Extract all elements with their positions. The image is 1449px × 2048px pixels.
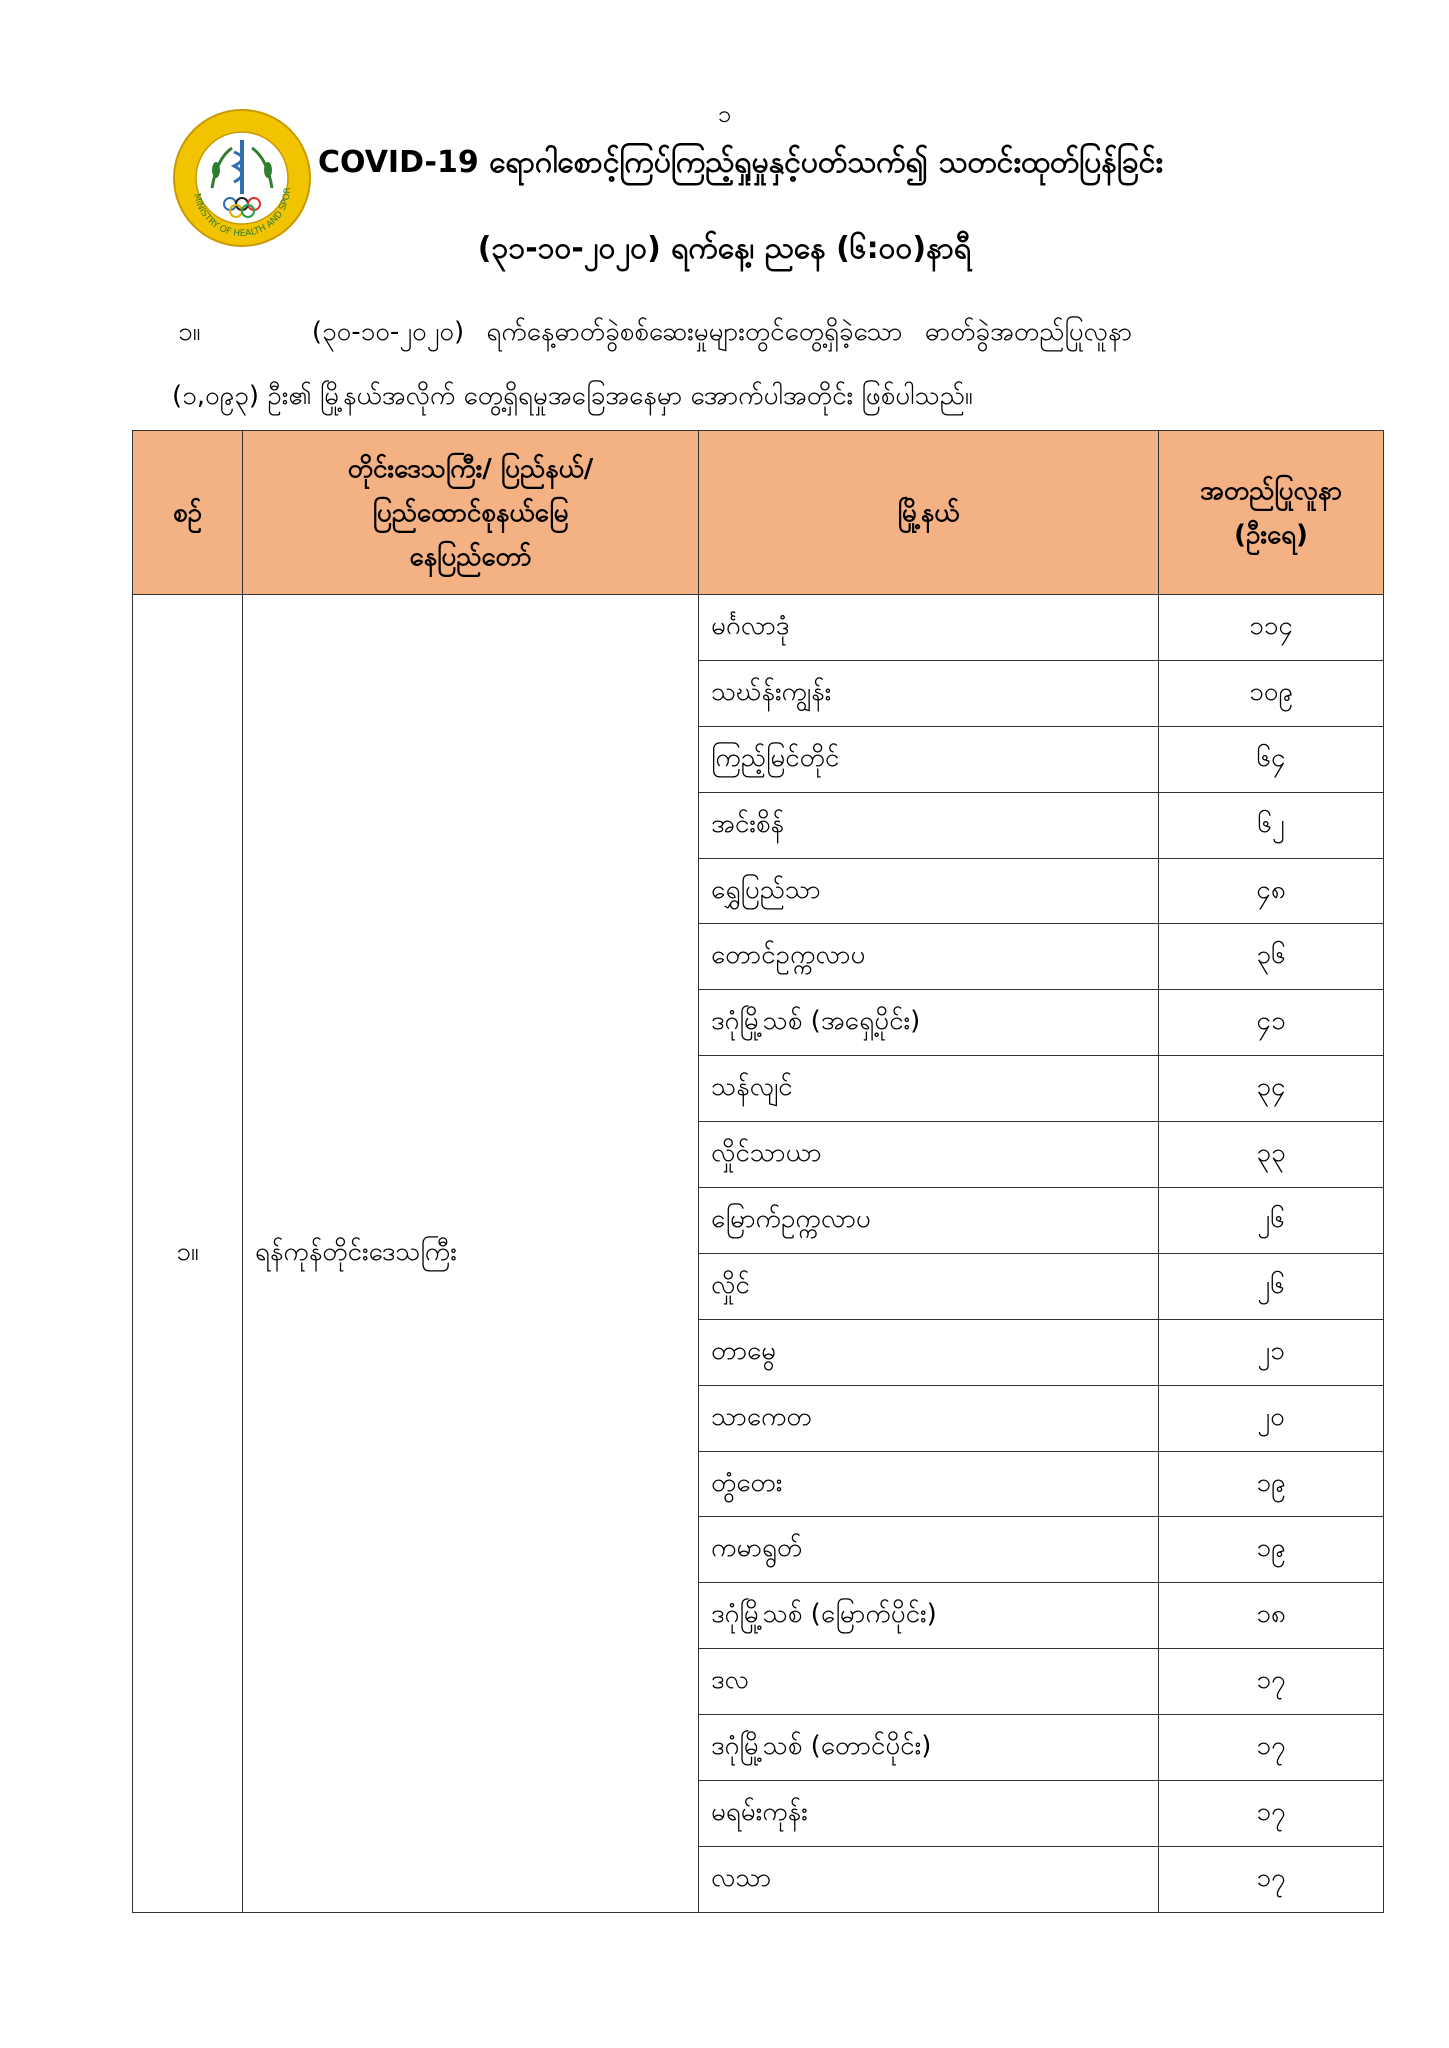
ministry-emblem-icon bbox=[172, 108, 312, 248]
township-cell: အင်းစိန် bbox=[699, 792, 1159, 858]
intro-paragraph bbox=[172, 300, 1372, 428]
township-cell: တာမွေ bbox=[699, 1319, 1159, 1385]
township-cell: လှိုင် bbox=[699, 1253, 1159, 1319]
table-header-row bbox=[133, 431, 1384, 595]
township-cell: မရမ်းကုန်း bbox=[699, 1781, 1159, 1847]
table-body bbox=[133, 595, 1384, 1913]
header-count bbox=[1159, 431, 1384, 595]
paragraph-number: ၁။ bbox=[178, 317, 201, 347]
document-title: COVID-19 ရောဂါစောင့်ကြပ်ကြည့်ရှုမှုနှင့်ပတ်သက်၍ သတင်းထုတ်ပြန်ခြင်း bbox=[318, 145, 1164, 180]
ministry-logo bbox=[172, 108, 312, 248]
count-cell: ၁၁၄ bbox=[1159, 595, 1384, 661]
count-cell: ၃၆ bbox=[1159, 924, 1384, 990]
township-cell: မင်္ဂလာဒုံ bbox=[699, 595, 1159, 661]
svg-text:MINISTRY OF HEALTH AND SPORTS: MINISTRY OF HEALTH AND SPOR bbox=[191, 187, 294, 240]
count-cell: ၁၉ bbox=[1159, 1451, 1384, 1517]
township-cell: ကြည့်မြင်တိုင် bbox=[699, 726, 1159, 792]
header-region-line: တိုင်းဒေသကြီး/ ပြည်နယ်/ bbox=[347, 453, 594, 484]
township-cell: ဒဂုံမြို့သစ် (မြောက်ပိုင်း) bbox=[699, 1583, 1159, 1649]
document-subtitle: (၃၁-၁၀-၂၀၂၀) ရက်နေ့၊ ညနေ (၆:၀၀)နာရီ bbox=[477, 231, 972, 266]
count-cell: ၁၇ bbox=[1159, 1846, 1384, 1912]
count-cell: ၁၀၉ bbox=[1159, 660, 1384, 726]
header-count-line: အတည်ပြုလူနာ bbox=[1199, 475, 1343, 506]
header-count-line: (ဦးရေ) bbox=[1234, 519, 1308, 550]
township-cell: တွံတေး bbox=[699, 1451, 1159, 1517]
township-cell: ကမာရွတ် bbox=[699, 1517, 1159, 1583]
count-cell: ၂၁ bbox=[1159, 1319, 1384, 1385]
count-cell: ၃၃ bbox=[1159, 1122, 1384, 1188]
count-cell: ၆၂ bbox=[1159, 792, 1384, 858]
township-cases-table bbox=[132, 430, 1384, 1913]
township-cell: သာကေတ bbox=[699, 1385, 1159, 1451]
header-township: မြို့နယ် bbox=[699, 431, 1159, 595]
header-region-line: နေပြည်တော် bbox=[409, 541, 532, 572]
township-cell: လှိုင်သာယာ bbox=[699, 1122, 1159, 1188]
count-cell: ၁၇ bbox=[1159, 1649, 1384, 1715]
township-cell: တောင်ဥက္ကလာပ bbox=[699, 924, 1159, 990]
township-cell: ဒဂုံမြို့သစ် (တောင်ပိုင်း) bbox=[699, 1715, 1159, 1781]
township-cell: သဃ်န်းကျွန်း bbox=[699, 660, 1159, 726]
township-cell: ဒလ bbox=[699, 1649, 1159, 1715]
header-region bbox=[243, 431, 699, 595]
count-cell: ၃၄ bbox=[1159, 1056, 1384, 1122]
header-serial: စဉ် bbox=[133, 431, 243, 595]
region-cell: ရန်ကုန်တိုင်းဒေသကြီး bbox=[243, 595, 699, 1913]
township-cell: ဒဂုံမြို့သစ် (အရှေ့ပိုင်း) bbox=[699, 990, 1159, 1056]
page-number: ၁ bbox=[717, 100, 732, 128]
header-region-line: ပြည်ထောင်စုနယ်မြေ bbox=[372, 497, 569, 528]
count-cell: ၆၄ bbox=[1159, 726, 1384, 792]
township-cell: လသာ bbox=[699, 1846, 1159, 1912]
count-cell: ၁၉ bbox=[1159, 1517, 1384, 1583]
count-cell: ၂၆ bbox=[1159, 1188, 1384, 1254]
count-cell: ၁၇ bbox=[1159, 1715, 1384, 1781]
township-cell: ရွှေပြည်သာ bbox=[699, 858, 1159, 924]
count-cell: ၄၈ bbox=[1159, 858, 1384, 924]
count-cell: ၄၁ bbox=[1159, 990, 1384, 1056]
intro-line-1: (၃၀-၁၀-၂၀၂၀) ရက်နေ့ဓာတ်ခွဲစစ်ဆေးမှုများတွင်တွေ့ရှိခဲ့သော ဓာတ်ခွဲအတည်ပြုလူနာ bbox=[311, 317, 1133, 347]
count-cell: ၂၆ bbox=[1159, 1253, 1384, 1319]
township-cell: မြောက်ဥက္ကလာပ bbox=[699, 1188, 1159, 1254]
count-cell: ၂၀ bbox=[1159, 1385, 1384, 1451]
count-cell: ၁၇ bbox=[1159, 1781, 1384, 1847]
table-row bbox=[133, 595, 1384, 661]
count-cell: ၁၈ bbox=[1159, 1583, 1384, 1649]
serial-cell: ၁။ bbox=[133, 595, 243, 1913]
township-cell: သန်လျင် bbox=[699, 1056, 1159, 1122]
intro-line-2: (၁,၀၉၃) ဦး၏ မြို့နယ်အလိုက် တွေ့ရှိရမှုအခြေအနေမှာ အောက်ပါအတိုင်း ဖြစ်ပါသည်။ bbox=[172, 381, 973, 411]
